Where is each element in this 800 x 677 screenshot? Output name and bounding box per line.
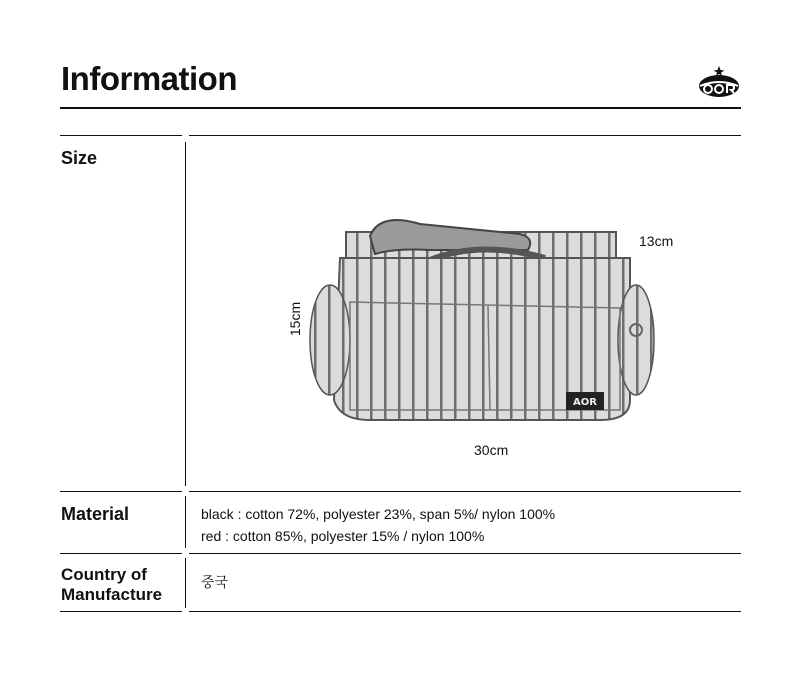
material-top-line-right (189, 491, 741, 492)
table-bottom-line-right (189, 611, 741, 612)
height-dimension: 15cm (287, 301, 304, 337)
table-top-line-left (60, 135, 182, 136)
country-column-divider (185, 558, 186, 608)
table-bottom-line-left (60, 611, 182, 612)
aor-logo-icon (697, 64, 741, 100)
width-dimension: 30cm (474, 442, 509, 458)
page-title: Information (61, 60, 237, 97)
size-label: Size (61, 148, 98, 168)
depth-dimension: 13cm (639, 233, 674, 249)
material-column-divider (185, 496, 186, 548)
table-top-line-right (189, 135, 741, 136)
country-value: 중국 (201, 575, 229, 591)
header-divider (60, 107, 741, 109)
material-label: Material (61, 504, 130, 524)
country-top-line-right (189, 553, 741, 554)
material-line-black: black : cotton 72%, polyester 23%, span 5%/ nylon 100% (201, 506, 556, 522)
bag-product-image (300, 210, 660, 435)
material-line-red: red : cotton 85%, polyester 15% / nylon 100% (201, 528, 485, 544)
size-column-divider (185, 142, 186, 486)
country-top-line-left (60, 553, 182, 554)
material-top-line-left (60, 491, 182, 492)
svg-text:AOR: AOR (573, 397, 597, 408)
country-label-line1: Country of (61, 565, 147, 584)
country-label-line2: Manufacture (61, 585, 163, 604)
